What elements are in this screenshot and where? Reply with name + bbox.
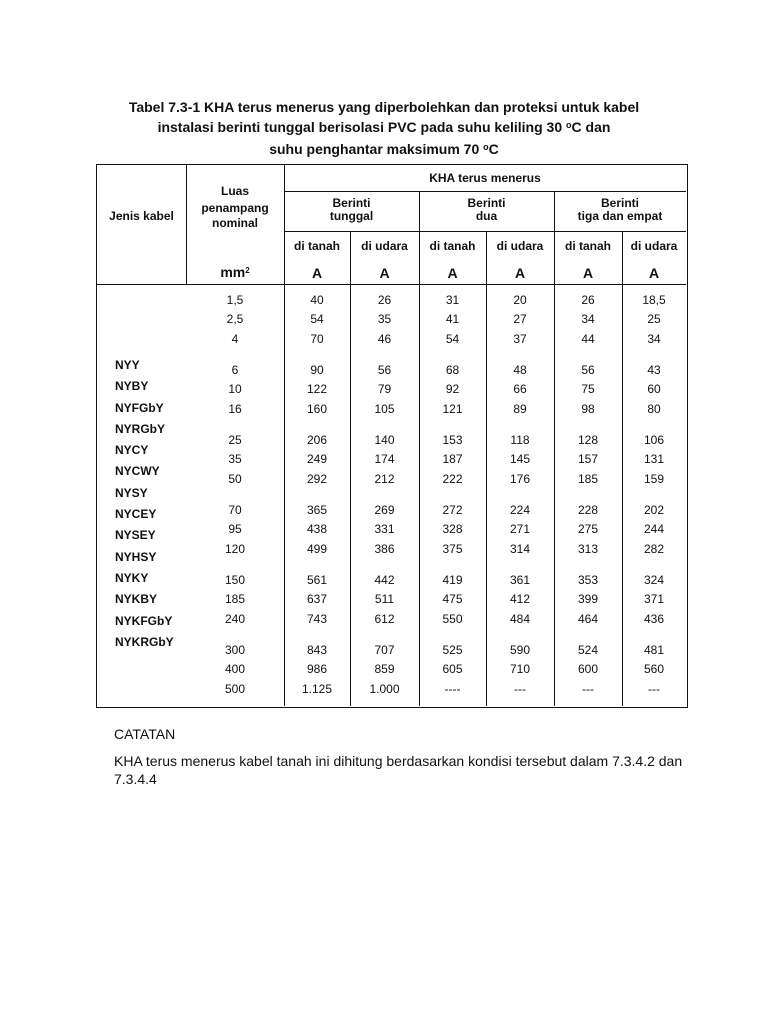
table-cell: 106 [643,432,665,447]
table-cell: 1,5 [226,293,244,307]
table-cell: 1.125 [301,681,333,696]
unit-mm2 [186,265,284,282]
table-cell: 475 [442,592,463,607]
table-cell: 66 [513,382,527,397]
cable-type-item: NYCEY [115,507,157,522]
unit-mm-text: mm [220,264,246,280]
row-group [486,361,554,419]
table-cell: 240 [224,611,246,626]
row-group [622,431,686,489]
row-group [284,501,350,559]
table-cell: 590 [509,642,531,657]
row-group [186,571,284,629]
row-group [554,571,622,629]
table-cell: 89 [513,401,527,416]
table-cell: 275 [577,522,599,537]
title-line-2-text: instalasi berinti tunggal berisolasi PVC pada suhu keliling 30 [157,119,567,135]
cable-type-item: NYFGbY [115,400,164,415]
table-cell: 244 [643,522,665,537]
column-tiga-udara [622,291,686,699]
subheader-di-udara: di udara [630,239,678,253]
row-group [622,361,686,419]
table-cell: 16 [228,401,242,416]
table-cell: 50 [228,471,242,486]
row-group [554,431,622,489]
table-cell: 637 [306,592,328,607]
table-cell: 412 [509,592,531,607]
row-group [186,361,284,419]
table-cell: 159 [643,471,665,486]
table-cell: 150 [224,572,246,587]
table-cell: 20 [513,293,527,307]
header-jenis-kabel: Jenis kabel [109,209,174,223]
table-cell: 228 [577,502,599,517]
table-cell: 25 [228,432,242,447]
table-cell: 54 [445,331,460,346]
header-kha: KHA terus menerus [429,171,541,185]
table-cell: 481 [643,642,665,657]
table-cell: 70 [310,331,324,346]
row-group [284,361,350,419]
subheader-di-tanah: di tanah [293,239,340,253]
table-cell: ---- [444,681,461,696]
table-cell: 202 [643,502,665,517]
table-cell: 153 [442,432,463,447]
table-cell: 400 [224,662,246,677]
group-dua-line1: Berinti [467,196,506,210]
table-cell: 1.000 [369,681,400,696]
table-cell: 34 [581,312,595,327]
table-cell: 524 [577,642,599,657]
table-cell: 95 [228,522,242,537]
unit-ampere: A [514,265,526,281]
table-cell: 300 [224,642,246,657]
catatan-heading: CATATAN [114,726,176,742]
row-group [486,501,554,559]
table-cell: 48 [513,362,527,377]
divider [97,284,686,285]
row-group [554,641,622,699]
table-cell: 600 [577,662,599,677]
table-cell: 157 [577,452,599,467]
title-line-3 [80,139,688,161]
table-cell: 160 [306,401,328,416]
row-group [622,501,686,559]
row-group [486,431,554,489]
table-cell: 561 [306,572,328,587]
table-cell: 75 [581,382,595,397]
cable-type-list [115,355,174,653]
table-cell: 121 [442,401,463,416]
row-group [350,571,419,629]
column-tunggal-udara [350,291,419,699]
header-luas: Luas [220,184,249,198]
table-cell: 128 [577,432,599,447]
table-cell: 35 [228,452,242,467]
cable-type-item: NYBY [115,379,149,394]
table-cell: 365 [306,502,328,517]
row-group [350,501,419,559]
row-group [284,431,350,489]
row-group [419,641,486,699]
table-cell: --- [514,681,526,696]
table-cell: 68 [445,362,460,377]
table-cell: 269 [374,502,395,517]
subheader-di-udara: di udara [496,239,544,253]
table-cell: 120 [224,541,246,556]
group-tunggal-line2: tunggal [329,209,374,223]
cable-type-item: NYKY [115,570,149,585]
table-cell: --- [648,681,660,696]
row-group [622,641,686,699]
table-cell: 56 [581,362,595,377]
row-group [350,641,419,699]
group-dua-line2: dua [475,209,498,223]
row-group [284,291,350,349]
row-group [419,571,486,629]
group-tiga-line1: Berinti [600,196,639,210]
table-cell: 34 [647,331,661,346]
title-line-3-end: C [488,141,499,157]
table-cell: 4 [231,331,239,346]
divider [284,231,686,232]
row-group [284,641,350,699]
table-cell: 41 [445,312,460,327]
cable-type-item: NYSY [115,485,148,500]
table-cell: 187 [442,452,463,467]
row-group [284,571,350,629]
table-cell: 843 [306,642,328,657]
unit-ampere: A [311,265,323,281]
row-group [419,291,486,349]
table-cell: 324 [643,572,665,587]
table-cell: 26 [581,293,595,307]
unit-ampere: A [648,265,660,281]
unit-mm-sup: 2 [245,266,250,275]
unit-ampere: A [379,265,390,281]
row-group [486,571,554,629]
table-cell: 206 [306,432,328,447]
table-cell: 98 [581,401,595,416]
catatan-note: KHA terus menerus kabel tanah ini dihitung berdasarkan kondisi tersebut dalam 7.3.4.2 dan 7.3.4.4 [114,753,683,787]
table-cell: 605 [442,662,463,677]
column-dua-udara [486,291,554,699]
table-cell: 550 [442,611,463,626]
title-line-1: Tabel 7.3-1 KHA terus menerus yang diperbolehkan dan proteksi untuk kabel [128,99,640,115]
subheader-di-udara: di udara [361,239,408,253]
row-group [186,501,284,559]
table-cell: 331 [374,522,395,537]
title-line-2-end: C dan [571,119,611,135]
cable-type-item: NYRGbY [115,421,166,436]
row-group [486,291,554,349]
row-group [554,501,622,559]
row-group [622,291,686,349]
row-group [350,361,419,419]
title-line-2 [80,117,688,139]
header-penampang: penampang [201,201,269,215]
table-cell: 313 [577,541,599,556]
table-cell: 60 [647,382,661,397]
column-luas [186,291,284,699]
row-group [350,431,419,489]
table-cell: 44 [581,331,595,346]
table-cell: 43 [647,362,661,377]
cable-type-item: NYSEY [115,528,156,543]
table-cell: 743 [306,611,328,626]
table-cell: 464 [577,611,599,626]
table-cell: 35 [377,312,392,327]
table-cell: 500 [224,681,246,696]
column-dua-tanah [419,291,486,699]
table-cell: 92 [445,382,460,397]
cable-type-item: NYKFGbY [115,613,173,628]
table-cell: 511 [374,592,395,607]
table-cell: 174 [374,452,395,467]
row-group [186,641,284,699]
subheader-di-tanah: di tanah [564,239,611,253]
row-group [350,291,419,349]
row-group [419,431,486,489]
table-cell: 371 [643,592,665,607]
unit-ampere: A [447,265,458,281]
table-cell: 105 [374,401,395,416]
table-cell: 353 [577,572,599,587]
table-cell: 70 [228,502,242,517]
table-cell: 80 [647,401,661,416]
cable-type-item: NYCWY [115,464,160,479]
table-title [80,97,688,161]
table-cell: 442 [374,572,395,587]
table-cell: 612 [374,611,395,626]
table-cell: 185 [577,471,599,486]
table-cell: 90 [310,362,324,377]
table-cell: 328 [442,522,463,537]
table-cell: 710 [509,662,531,677]
table-cell: 282 [643,541,665,556]
table-cell: 419 [442,572,463,587]
table-cell: 2,5 [226,312,244,327]
table-cell: 986 [306,662,328,677]
cable-type-item: NYCY [115,443,149,458]
table-cell: 18,5 [642,293,666,307]
table-cell: 122 [306,382,328,397]
table-cell: 271 [509,522,531,537]
degree-sup: o [483,142,489,152]
table-cell: 707 [374,642,395,657]
table-cell: 375 [442,541,463,556]
subheader-di-tanah: di tanah [429,239,476,253]
table-cell: 249 [306,452,328,467]
table-cell: 6 [231,362,239,377]
table-cell: 499 [306,541,328,556]
table-cell: 40 [310,293,324,307]
table-cell: 212 [374,471,395,486]
table-cell: 140 [374,432,395,447]
row-group [622,571,686,629]
table-cell: 26 [377,293,392,307]
table-cell: 185 [224,592,246,607]
title-line-3-text: suhu penghantar maksimum 70 [269,141,484,157]
row-group [486,641,554,699]
column-tiga-tanah [554,291,622,699]
table-cell: 292 [306,471,328,486]
table-cell: 131 [643,452,665,467]
cable-type-item: NYHSY [115,549,157,564]
table-cell: 399 [577,592,599,607]
kha-table [96,164,688,708]
table-cell: 222 [442,471,463,486]
group-tiga-line2: tiga dan empat [577,209,663,223]
row-group [186,431,284,489]
row-group [554,291,622,349]
group-tunggal-line1: Berinti [332,196,371,210]
divider [284,191,686,192]
table-cell: 118 [510,432,530,447]
row-group [419,501,486,559]
row-group [554,361,622,419]
table-cell: 145 [509,452,531,467]
table-cell: 224 [509,502,531,517]
unit-ampere: A [582,265,594,281]
cable-type-item: NYKBY [115,592,158,607]
table-cell: 525 [442,642,463,657]
table-cell: 272 [442,502,463,517]
table-cell: 27 [513,312,527,327]
table-cell: 37 [513,331,527,346]
table-cell: 10 [228,382,242,397]
row-group [186,291,284,349]
table-cell: 56 [377,362,392,377]
table-cell: 361 [509,572,531,587]
table-cell: 859 [374,662,395,677]
degree-sup: o [566,120,572,130]
table-cell: 79 [377,382,392,397]
table-cell: 176 [509,471,531,486]
header-nominal: nominal [211,216,258,230]
table-cell: 314 [509,541,531,556]
table-cell: 560 [643,662,665,677]
table-cell: 54 [310,312,324,327]
table-cell: 386 [374,541,395,556]
table-cell: --- [582,681,594,696]
table-cell: 46 [377,331,392,346]
row-group [419,361,486,419]
column-tunggal-tanah [284,291,350,699]
table-cell: 436 [643,611,665,626]
cable-type-item: NYKRGbY [115,634,174,649]
table-cell: 484 [509,611,531,626]
table-cell: 25 [647,312,661,327]
table-cell: 438 [306,522,328,537]
cable-type-item: NYY [115,358,140,372]
table-cell: 31 [445,293,460,307]
